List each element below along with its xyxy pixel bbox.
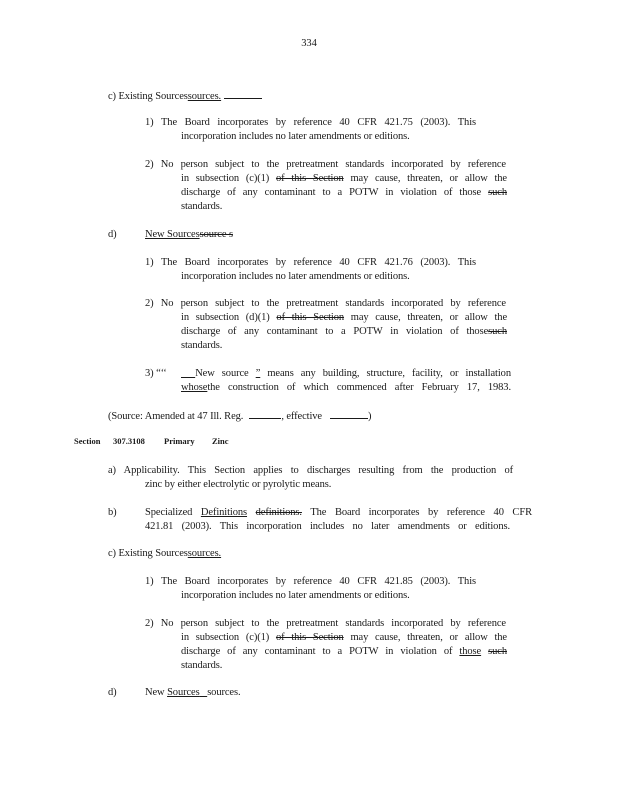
paragraph-d-2: [145, 297, 506, 311]
paragraph-c2-1: [145, 575, 476, 589]
inserted-text: [181, 368, 195, 379]
section-title-primary: Primary: [164, 436, 195, 446]
paragraph-c2-2: [145, 617, 506, 631]
paragraph-line: [181, 325, 507, 339]
struck-text: such: [488, 646, 507, 657]
paragraph-d-2-line4: standards.: [181, 340, 223, 351]
line-text: may cause, threaten, or allow the: [350, 173, 507, 184]
line-text: New source: [195, 368, 249, 379]
subsection-c-heading: [108, 88, 262, 104]
paragraph-c-1-cont: incorporation includes no later amendments or editions.: [181, 131, 410, 142]
paragraph-c-2-line4: standards.: [181, 201, 223, 212]
paragraph-d-1-cont: incorporation includes no later amendments or editions.: [181, 271, 410, 282]
paragraph-line: [181, 172, 507, 186]
paragraph-line: 421.81 (2003). This incorporation includes no later amendments or editions.: [145, 521, 510, 532]
subsection-c-text: c) Existing Sources: [108, 91, 188, 102]
paragraph-line: 2) No person subject to the pretreatment standards incorporated by reference: [145, 298, 506, 309]
line-text: discharge of any contaminant to a POTW in violation of those: [181, 187, 482, 198]
source-note-text: ): [368, 411, 372, 422]
subsection-d2-heading: [145, 686, 241, 700]
paragraph-d-2-line3: [181, 325, 507, 339]
inserted-text: those: [459, 646, 482, 657]
paragraph-c2-1-cont: incorporation includes no later amendments or editions.: [181, 590, 410, 601]
line-text: in subsection (d)(1): [181, 312, 270, 323]
subsection-b-marker: b): [108, 507, 117, 518]
paragraph-line: 2) No person subject to the pretreatment standards incorporated by reference: [145, 159, 506, 170]
line-text: may cause, threaten, or allow the: [350, 312, 508, 323]
paragraph-line: a) Applicability. This Section applies to discharges resulting from the production of: [108, 465, 513, 476]
inserted-text: sources.: [187, 548, 222, 559]
paragraph-line: [145, 506, 532, 520]
paragraph-line: 1) The Board incorporates by reference 40 CFR 421.76 (2003). This: [145, 257, 476, 268]
paragraph-d-2-line2: [181, 311, 507, 325]
struck-text: source s: [199, 229, 233, 240]
paragraph-c2-2-line2: [181, 631, 507, 645]
line-text: The Board incorporates by reference 40 CFR: [310, 507, 532, 518]
paragraph-d-3-line2: [181, 381, 511, 395]
blank-line: [330, 408, 368, 419]
section-label: Section: [74, 436, 101, 446]
paragraph-d-1: [145, 256, 476, 270]
paragraph-line: [181, 311, 507, 325]
paragraph-d-3-marker: 3) “‘‘: [145, 368, 167, 379]
line-text: means any building, structure, facility, or installation: [267, 368, 511, 379]
section-number: 307.3108: [113, 436, 145, 446]
line-text: in subsection (c)(1): [181, 632, 270, 643]
page-number: 334: [301, 38, 317, 49]
paragraph-line: [181, 186, 507, 200]
struck-text: such: [488, 326, 507, 337]
subsection-b-line1: [145, 506, 532, 520]
blank-line: [249, 408, 281, 419]
struck-text: such: [488, 187, 507, 198]
paragraph-line: [181, 645, 507, 659]
source-note-text: (Source: Amended at 47 Ill. Reg.: [108, 411, 244, 422]
line-text: Specialized: [145, 507, 193, 518]
paragraph-c2-2-line4: standards.: [181, 660, 223, 671]
line-text: discharge of any contaminant to a POTW in violation of: [181, 646, 453, 657]
struck-text: of this Section: [276, 312, 345, 323]
subsection-c-text: c) Existing Sources: [108, 548, 188, 559]
paragraph-c-1: [145, 116, 476, 130]
subsection-d2-marker: d): [108, 687, 117, 698]
paragraph-line: [181, 381, 511, 395]
source-note-text: , effective: [281, 411, 322, 422]
paragraph-line: 2) No person subject to the pretreatment standards incorporated by reference: [145, 618, 506, 629]
paragraph-line: 1) The Board incorporates by reference 40 CFR 421.75 (2003). This: [145, 117, 476, 128]
paragraph-c-2-line2: [181, 172, 507, 186]
struck-text: of this Section: [275, 173, 344, 184]
line-text: in subsection (c)(1): [181, 173, 270, 184]
line-text: New: [145, 687, 165, 698]
struck-text: of this Section: [275, 632, 344, 643]
source-note: [108, 408, 371, 424]
line-text: may cause, threaten, or allow the: [350, 632, 507, 643]
inserted-text: Sources: [167, 687, 200, 698]
struck-text: definitions.: [255, 507, 302, 518]
paragraph-line: [181, 631, 507, 645]
paragraph-c2-2-line3: [181, 645, 507, 659]
inserted-text: ”: [255, 368, 261, 379]
line-text: discharge of any contaminant to a POTW in violation of those: [181, 326, 489, 337]
section-title-zinc: Zinc: [212, 436, 229, 446]
paragraph-c-2-line3: [181, 186, 507, 200]
blank-line: [224, 88, 262, 99]
subsection-d-marker: d): [108, 229, 117, 240]
subsection-c2-heading: [108, 547, 221, 561]
inserted-text: New Sources: [145, 229, 200, 240]
subsection-a-cont: zinc by either electrolytic or pyrolytic means.: [145, 479, 332, 490]
inserted-text: whose: [181, 382, 208, 393]
line-text: the construction of which commenced after February 17, 1983.: [207, 382, 511, 393]
paragraph-c-2: [145, 158, 506, 172]
paragraph-line: [181, 367, 511, 381]
inserted-text: sources.: [187, 91, 222, 102]
subsection-a: [108, 464, 513, 478]
inserted-text: Definitions: [200, 507, 248, 518]
line-text: sources.: [207, 687, 241, 698]
subsection-b-line2: [145, 520, 510, 534]
paragraph-line: 1) The Board incorporates by reference 40 CFR 421.85 (2003). This: [145, 576, 476, 587]
subsection-d-heading: [145, 228, 233, 242]
paragraph-d-3-line1: [181, 367, 511, 381]
